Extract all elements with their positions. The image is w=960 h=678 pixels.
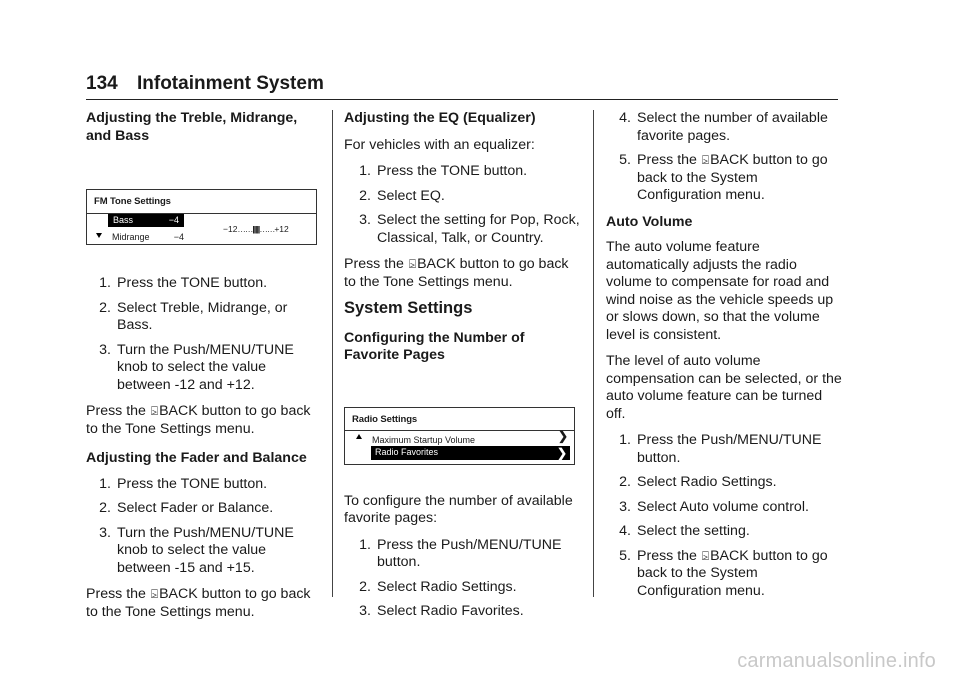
list-item: 3. Select the setting for Pop, Rock, Classical, Talk, or Country. — [359, 212, 580, 246]
list-item: 5. Press the ⍄BACK button to go back to the System Configuration menu. — [619, 547, 828, 599]
fader-heading: Adjusting the Fader and Balance — [86, 450, 307, 466]
bass-row[interactable] — [108, 214, 184, 227]
menu-item-maximum-startup-volume[interactable]: Maximum Startup Volume — [372, 434, 476, 445]
down-arrow-icon — [96, 233, 102, 238]
radio-screen-title: Radio Settings — [352, 413, 418, 425]
column-divider-2 — [593, 110, 594, 597]
treble-steps — [86, 275, 318, 394]
column-divider-1 — [332, 110, 333, 597]
list-item: 2. Select Radio Settings. — [359, 578, 517, 595]
list-item: 1. Press the TONE button. — [99, 275, 268, 291]
midrange-value: −4 — [173, 232, 184, 242]
list-item: 3. Turn the Push/MENU/TUNE knob to select the value between -15 and +15. — [99, 524, 294, 576]
chevron-right-icon: ❯ — [556, 445, 567, 460]
list-item: 1. Press the Push/MENU/TUNE button. — [359, 536, 562, 570]
list-item: 3. Select Auto volume control. — [619, 498, 809, 515]
radio-settings-screen — [344, 407, 575, 465]
fm-tone-settings-screen — [86, 189, 317, 245]
bass-value: −4 — [168, 214, 179, 225]
page-number: 134 — [86, 73, 118, 94]
column-1 — [86, 110, 318, 630]
back-icon: ⍄ — [701, 548, 710, 563]
eq-heading: Adjusting the EQ (Equalizer) — [344, 110, 536, 126]
list-item: 4. Select the number of available favorite pages. — [619, 110, 828, 144]
treble-heading: Adjusting the Treble, Midrange, and Bass — [86, 110, 298, 144]
watermark: carmanualsonline.info — [737, 650, 936, 672]
midrange-label: Midrange — [112, 232, 150, 242]
list-item: 3. Select Radio Favorites. — [359, 603, 524, 619]
page-header — [86, 73, 324, 95]
fm-screen-title: FM Tone Settings — [94, 196, 171, 207]
fader-steps — [86, 476, 318, 578]
favorite-pages-heading: Configuring the Number of Favorite Pages — [344, 329, 525, 363]
treble-back-text: Press the ⍄BACK button to go back to the Tone Settings menu. — [86, 403, 311, 437]
midrange-row[interactable] — [112, 229, 184, 247]
column-3 — [606, 110, 842, 609]
scale-max: +12 — [274, 224, 289, 234]
eq-steps — [344, 163, 582, 247]
up-arrow-icon — [356, 434, 362, 439]
list-item: 1. Press the TONE button. — [99, 475, 268, 492]
fader-back-text: Press the ⍄BACK button to go back to the Tone Settings menu. — [86, 586, 311, 620]
list-item: 2. Select Radio Settings. — [619, 474, 777, 490]
system-settings-heading: System Settings — [344, 299, 473, 317]
back-icon: ⍄ — [408, 257, 417, 271]
list-item: 3. Turn the Push/MENU/TUNE knob to select the value between -12 and +12. — [99, 341, 294, 393]
scale-min: −12 — [223, 224, 238, 234]
auto-volume-heading: Auto Volume — [606, 213, 693, 230]
back-icon: ⍄ — [701, 153, 710, 167]
column-2 — [344, 110, 582, 630]
auto-volume-steps — [606, 432, 842, 600]
chevron-right-icon: ❯ — [558, 428, 569, 443]
list-item: 4. Select the setting. — [619, 523, 750, 539]
list-item: 2. Select Fader or Balance. — [99, 500, 274, 516]
favorite-steps-continued — [606, 110, 842, 205]
auto-volume-paragraph-2: The level of auto volume compensation can be selected, or the auto volume feature can be turned off. — [606, 353, 842, 422]
list-item: 2. Select EQ. — [359, 187, 445, 204]
scale-dots-right: …… — [259, 224, 275, 234]
section-title: Infotainment System — [136, 73, 324, 94]
back-icon: ⍄ — [150, 587, 159, 601]
tone-scale — [223, 221, 289, 239]
header-rule — [86, 99, 838, 100]
list-item: 1. Press the TONE button. — [359, 163, 528, 179]
scale-dots-left: …… — [237, 224, 253, 234]
list-item: 2. Select Treble, Midrange, or Bass. — [99, 299, 288, 333]
scale-indicator-icon: ||||| — [252, 224, 260, 234]
eq-back-text: Press the ⍄BACK button to go back to the Tone Settings menu. — [344, 256, 569, 290]
favorite-intro: To configure the number of available favorite pages: — [344, 492, 573, 526]
list-item: 5. Press the ⍄BACK button to go back to the System Configuration menu. — [619, 152, 828, 203]
bass-label: Bass — [113, 214, 134, 225]
eq-intro: For vehicles with an equalizer: — [344, 136, 535, 153]
back-icon: ⍄ — [150, 404, 159, 418]
list-item: 1. Press the Push/MENU/TUNE button. — [619, 432, 822, 466]
favorite-steps — [344, 537, 582, 621]
auto-volume-paragraph-1: The auto volume feature automatically adjusts the radio volume to compensate for road and wind noise as the vehicle speeds up or slows down, so that the volume level is consistent. — [606, 239, 834, 343]
menu-item-radio-favorites[interactable]: Radio Favorites ❯ — [371, 446, 570, 460]
